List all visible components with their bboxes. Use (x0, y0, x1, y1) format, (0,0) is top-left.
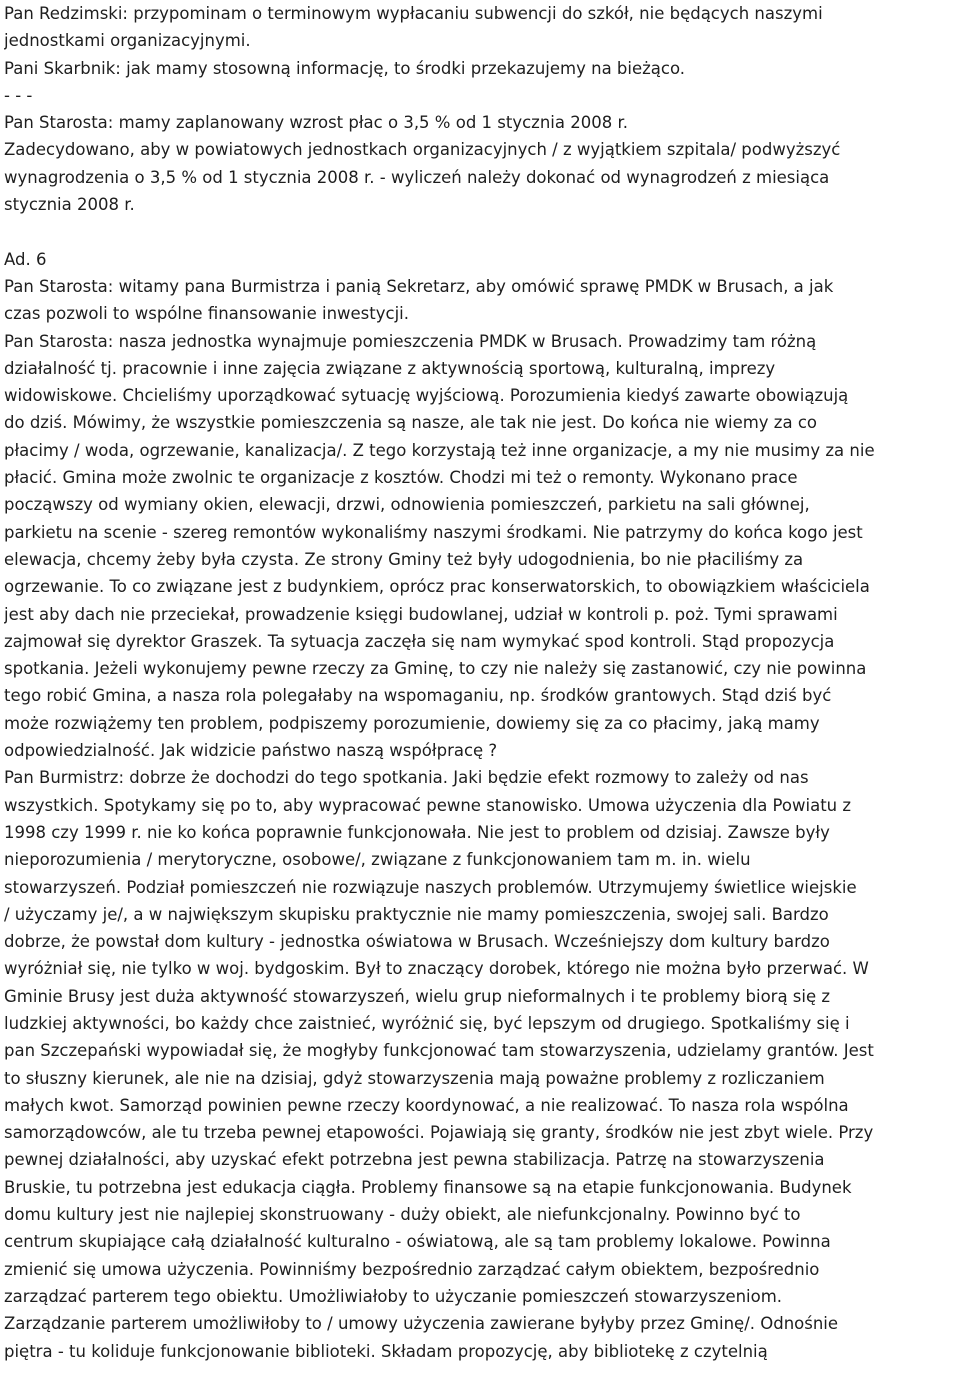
text-line: widowiskowe. Chcieliśmy uporządkować sytuację wyjściową. Porozumienia kiedyś zawarte obowiązują (4, 386, 849, 406)
text-line: wyróżniał się, nie tylko w woj. bydgoskim. Był to znaczący dorobek, którego nie można było przerwać. W (4, 959, 869, 979)
text-line: spotkania. Jeżeli wykonujemy pewne rzeczy za Gminę, to czy nie należy się zastanowić, czy nie powinna (4, 659, 867, 679)
text-line: pan Szczepański wypowiadał się, że mogłyby funkcjonować tam stowarzyszenia, udzielamy grantów. Jest (4, 1041, 874, 1061)
text-line: to słuszny kierunek, ale nie na dzisiaj, gdyż stowarzyszenia mają poważne problemy z rozliczaniem (4, 1068, 825, 1088)
section-heading: Ad. 6 (4, 249, 47, 269)
text-line: piętra - tu koliduje funkcjonowanie biblioteki. Składam propozycję, aby bibliotekę z czytelnią (4, 1341, 768, 1361)
text-line: domu kultury jest nie najlepiej skonstruowany - duży obiekt, ale niefunkcjonalny. Powinno być to (4, 1205, 801, 1225)
text-line: zmienić się umowa użyczenia. Powinniśmy bezpośrednio zarządzać całym obiektem, bezpośrednio (4, 1259, 820, 1279)
text-line: Zadecydowano, aby w powiatowych jednostkach organizacyjnych / z wyjątkiem szpitala/ podwyższyć (4, 140, 841, 160)
text-line: Gminie Brusy jest duża aktywność stowarzyszeń, wielu grup nieformalnych i te problemy biorą się z (4, 986, 831, 1006)
text-line: elewacja, chcemy żeby była czysta. Ze strony Gminy też były udogodnienia, bo nie płaciliśmy za (4, 549, 804, 569)
text-line: nieporozumienia / merytoryczne, osobowe/, związane z funkcjonowaniem tam m. in. wielu (4, 850, 751, 870)
text-line: płacić. Gmina może zwolnic te organizacje z kosztów. Chodzi mi też o remonty. Wykonano prace (4, 468, 798, 488)
text-line: dobrze, że powstał dom kultury - jednostka oświatowa w Brusach. Wcześniejszy dom kultury bardzo (4, 932, 830, 952)
text-line: Pan Starosta: nasza jednostka wynajmuje pomieszczenia PMDK w Brusach. Prowadzimy tam różną (4, 331, 817, 351)
text-line: tego robić Gmina, a nasza rola polegałaby na wspomaganiu, np. środków grantowych. Stąd dziś być (4, 686, 832, 706)
text-line: do dziś. Mówimy, że wszystkie pomieszczenia są nasze, ale tak nie jest. Do końca nie wiemy za co (4, 413, 817, 433)
text-line: jednostkami organizacyjnymi. (4, 31, 251, 51)
text-line: ludzkiej aktywności, bo każdy chce zaistnieć, wyróżnić się, być lepszym od drugiego. Spotkaliśmy się i (4, 1013, 850, 1033)
document-text-body (4, 0, 956, 1392)
text-line: Pani Skarbnik: jak mamy stosowną informację, to środki przekazujemy na bieżąco. (4, 58, 686, 78)
text-line: / użyczamy je/, a w największym skupisku praktycznie nie mamy pomieszczenia, swojej sali. Bardzo (4, 904, 829, 924)
text-line: stowarzyszeń. Podział pomieszczeń nie rozwiązuje naszych problemów. Utrzymujemy świetlice wiejskie (4, 877, 857, 897)
text-line: Pan Burmistrz: dobrze że dochodzi do tego spotkania. Jaki będzie efekt rozmowy to zależy od nas (4, 768, 809, 788)
text-line: centrum skupiające całą działalność kulturalno - oświatową, ale są tam problemy lokalowe. Powinna (4, 1232, 831, 1252)
text-line: Bruskie, tu potrzebna jest edukacja ciągła. Problemy finansowe są na etapie funkcjonowania. Budynek (4, 1177, 852, 1197)
text-line: Pan Starosta: mamy zaplanowany wzrost płac o 3,5 % od 1 stycznia 2008 r. (4, 113, 628, 133)
text-line: czas pozwoli to wspólne finansowanie inwestycji. (4, 304, 409, 324)
text-line: płacimy / woda, ogrzewanie, kanalizacja/. Z tego korzystają też inne organizacje, a my nie musimy za nie (4, 440, 875, 460)
text-line: może rozwiążemy ten problem, podpiszemy porozumienie, dowiemy się za co płacimy, jaką mamy (4, 713, 820, 733)
text-line: zajmował się dyrektor Graszek. Ta sytuacja zaczęła się nam wymykać spod kontroli. Stąd propozycja (4, 631, 835, 651)
text-line: jest aby dach nie przeciekał, prowadzenie księgi budowlanej, udział w kontroli p. poż. Tymi sprawami (4, 604, 838, 624)
text-line: działalność tj. pracownie i inne zajęcia związane z aktywnością sportową, kulturalną, imprezy (4, 358, 776, 378)
text-line: parkietu na scenie - szereg remontów wykonaliśmy naszymi środkami. Nie patrzymy do końca kogo jest (4, 522, 863, 542)
text-line: wszystkich. Spotykamy się po to, aby wypracować pewne stanowisko. Umowa użyczenia dla Powiatu z (4, 795, 852, 815)
separator-line: - - - (4, 85, 33, 105)
text-line: 1998 czy 1999 r. nie ko końca poprawnie funkcjonowała. Nie jest to problem od dzisiaj. Zawsze były (4, 822, 830, 842)
text-line: samorządowców, ale tu trzeba pewnej etapowości. Pojawiają się granty, środków nie jest zbyt wiele. Przy (4, 1123, 874, 1143)
text-line: stycznia 2008 r. (4, 195, 135, 215)
blank-line (4, 218, 956, 245)
text-line (4, 1365, 956, 1392)
text-line: pewnej działalności, aby uzyskać efekt potrzebna jest pewna stabilizacja. Patrzę na stowarzyszenia (4, 1150, 825, 1170)
text-line: ogrzewanie. To co związane jest z budynkiem, oprócz prac konserwatorskich, to obowiązkiem właściciela (4, 577, 870, 597)
text-line: zarządzać parterem tego obiektu. Umożliwiałoby to użyczanie pomieszczeń stowarzyszeniom. (4, 1286, 783, 1306)
text-line: Pan Redzimski: przypominam o terminowym wypłacaniu subwencji do szkół, nie będących naszymi (4, 4, 823, 23)
text-line: Zarządzanie parterem umożliwiłoby to / umowy użyczenia zawierane byłyby przez Gminę/. Odnośnie (4, 1314, 839, 1334)
text-line: małych kwot. Samorząd powinien pewne rzeczy koordynować, a nie realizować. To nasza rola wspólna (4, 1095, 849, 1115)
text-line: wynagrodzenia o 3,5 % od 1 stycznia 2008 r. - wyliczeń należy dokonać od wynagrodzeń z miesiąca (4, 167, 830, 187)
text-line: Pan Starosta: witamy pana Burmistrza i panią Sekretarz, aby omówić sprawę PMDK w Brusach, a jak (4, 276, 834, 296)
text-line: począwszy od wymiany okien, elewacji, drzwi, odnowienia pomieszczeń, parkietu na sali głównej, (4, 495, 810, 515)
text-line: odpowiedzialność. Jak widzicie państwo naszą współpracę ? (4, 741, 498, 761)
